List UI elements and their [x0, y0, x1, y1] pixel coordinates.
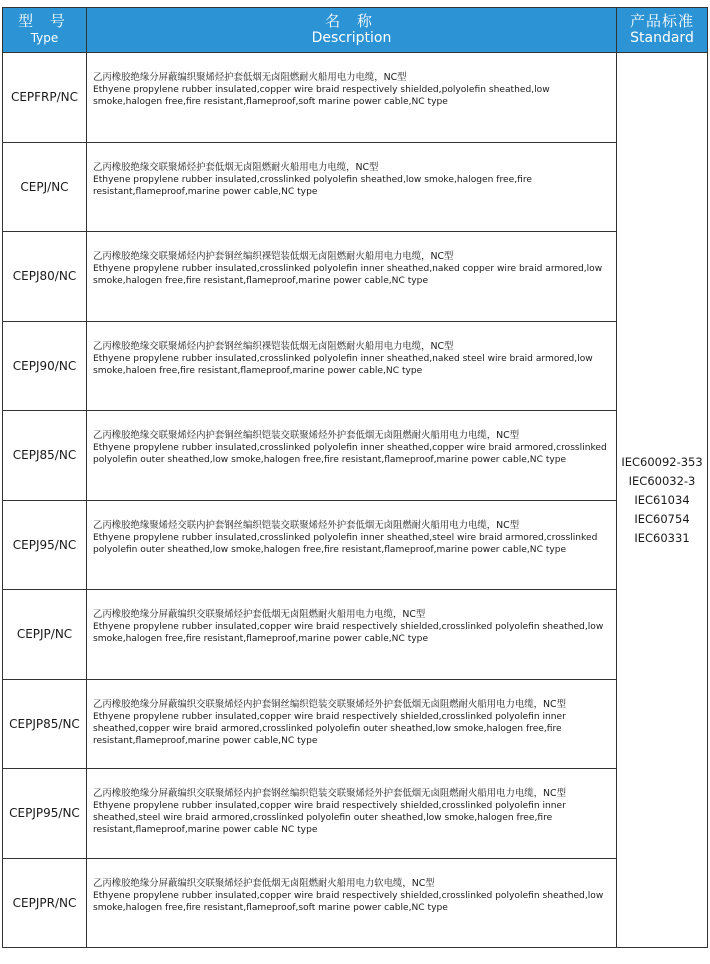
type-cell: CEPJ/NC	[3, 142, 87, 232]
description-cell	[87, 679, 617, 769]
standard-item: IEC61034	[634, 492, 690, 507]
description-cn: 乙丙橡胶绝缘分屏蔽编织交联聚烯烃护套低烟无卤阻燃耐火船用电力软电缆，NC型	[93, 877, 435, 889]
description-en: Ethyene propylene rubber insulated,copper wire braid respectively shielded,polyolefin sheathed,low smoke,halogen free,fire resistant,flameproof,soft marine power cable,NC type	[93, 85, 550, 107]
description-cell	[87, 590, 617, 680]
header-standard-cn: 产品标准	[629, 12, 694, 30]
type-cell: CEPJP95/NC	[3, 769, 87, 859]
description-cn: 乙丙橡胶绝缘分屏蔽编织交联聚烯烃护套低烟无卤阻燃耐火船用电力电缆，NC型	[93, 609, 426, 620]
description-en: Ethyene propylene rubber insulated,copper wire braid respectively shielded,crosslinked polyolefin inner sheathed,copper wire braid armored,crosslinked polyolefin outer sheathed,low smoke,halogen free,fire resistant,flameproof,marine power cable,NC type	[93, 711, 566, 746]
header-type-cn: 型 号	[18, 12, 71, 30]
table-row	[3, 500, 708, 590]
cable-spec-table	[2, 7, 708, 948]
table-row	[3, 232, 708, 322]
description-cell	[87, 769, 617, 859]
description-cell	[87, 142, 617, 232]
standard-item: IEC60331	[634, 530, 690, 545]
table-row	[3, 679, 708, 769]
description-en: Ethyene propylene rubber insulated,copper wire braid respectively shielded,crosslinked polyolefin inner sheathed,steel wire braid armored,crosslinked polyolefin outer sheathed,low smoke,halogen free,fire resistant,flameproof,marine power cable NC type	[93, 801, 566, 835]
description-en: Ethyene propylene rubber insulated,copper wire braid respectively shielded,crosslinked polyolefin sheathed,low smoke,halogen free,fire resistant,flameproof,marine power cable,NC type	[93, 622, 604, 644]
description-en: Ethyene propylene rubber insulated,copper wire braid respectively shielded,crosslinked polyolefin sheathed,low smoke,halogen free,fire resistant,flameproof,soft marine power cable,NC type	[93, 890, 604, 913]
type-cell: CEPJ95/NC	[3, 500, 87, 590]
type-cell: CEPJP85/NC	[3, 679, 87, 769]
header-description	[87, 8, 617, 53]
standard-item: IEC60092-353	[621, 454, 703, 469]
description-cn: 乙丙橡胶绝缘分屏蔽编织交联聚烯烃内护套铜丝编织铠装交联聚烯烃外护套低烟无卤阻燃耐火船用电力电缆，NC型	[93, 698, 566, 710]
description-cn: 乙丙橡胶绝缘交联聚烯烃内护套铜丝编织铠装交联聚烯烃外护套低烟无卤阻燃耐火船用电力电缆，NC型	[93, 430, 520, 441]
type-cell: CEPJ85/NC	[3, 411, 87, 501]
table-row	[3, 411, 708, 501]
type-cell: CEPJ80/NC	[3, 232, 87, 322]
standard-item: IEC60032-3	[628, 473, 696, 488]
header-type-en: Type	[30, 31, 59, 45]
table-row	[3, 321, 708, 411]
description-cell	[87, 411, 617, 501]
table-row	[3, 769, 708, 859]
header-description-en: Description	[311, 30, 392, 46]
description-cell	[87, 232, 617, 322]
description-cn: 乙丙橡胶绝缘交联聚烯烃内护套铜丝编织裸铠装低烟无卤阻燃耐火船用电力电缆，NC型	[93, 251, 454, 262]
table-header-row	[3, 8, 708, 53]
description-cell	[87, 53, 617, 143]
description-cn: 乙丙橡胶绝缘分屏蔽编织交联聚烯烃内护套钢丝编织铠装交联聚烯烃外护套低烟无卤阻燃耐火船用电力电缆，NC型	[93, 788, 566, 799]
header-type	[3, 8, 87, 53]
table-row	[3, 142, 708, 232]
cable-spec-sheet	[2, 7, 707, 948]
description-cell	[87, 858, 617, 948]
table-row	[3, 53, 708, 143]
type-cell: CEPJP/NC	[3, 590, 87, 680]
table-row	[3, 590, 708, 680]
description-en: Ethyene propylene rubber insulated,crosslinked polyolefin sheathed,low smoke,halogen free,fire resistant,flameproof,marine power cable,NC type	[93, 174, 532, 197]
header-standard-en: Standard	[630, 30, 694, 46]
type-cell: CEPFRP/NC	[3, 53, 87, 143]
description-en: Ethyene propylene rubber insulated,crosslinked polyolefin inner sheathed,naked steel wire braid armored,low smoke,haloen free,fire resistant,flameproof,marine power cable,NC type	[93, 353, 593, 376]
table-row	[3, 858, 708, 948]
type-cell: CEPJ90/NC	[3, 321, 87, 411]
description-en: Ethyene propylene rubber insulated,crosslinked polyolefin inner sheathed,copper wire braid armored,crosslinked polyolefin outer sheathed,low smoke,halogen free,fire resistant,flameproof,marine power cable,NC type	[93, 443, 607, 465]
description-en: Ethyene propylene rubber insulated,crosslinked polyolefin inner sheathed,steel wire braid armored,crosslinked polyolefin outer sheathed,low smoke,halogen free,fire resistant,flameproof,marine power cable,NC type	[93, 532, 598, 555]
description-cn: 乙丙橡胶绝缘交联聚烯烃内护套钢丝编织裸铠装低烟无卤阻燃耐火船用电力电缆，NC型	[93, 340, 454, 352]
header-standard	[617, 8, 708, 53]
description-cn: 乙丙橡胶绝缘聚烯烃交联内护套钢丝编织铠装交联聚烯烃外护套低烟无卤阻燃耐火船用电力电缆，NC型	[93, 519, 520, 531]
description-cell	[87, 321, 617, 411]
description-en: Ethyene propylene rubber insulated,crosslinked polyolefin inner sheathed,naked copper wire braid armored,low smoke,halogen free,fire resistant,flameproof,marine power cable,NC type	[93, 264, 603, 286]
description-cell	[87, 500, 617, 590]
description-cn: 乙丙橡胶绝缘分屏蔽编织聚烯烃护套低烟无卤阻燃耐火船用电力电缆，NC型	[93, 72, 407, 83]
header-description-cn: 名 称	[325, 12, 378, 30]
description-cn: 乙丙橡胶绝缘交联聚烯烃护套低烟无卤阻燃耐火船用电力电缆，NC型	[93, 161, 379, 173]
standards-cell	[617, 53, 708, 948]
standard-item: IEC60754	[634, 511, 690, 526]
type-cell: CEPJPR/NC	[3, 858, 87, 948]
